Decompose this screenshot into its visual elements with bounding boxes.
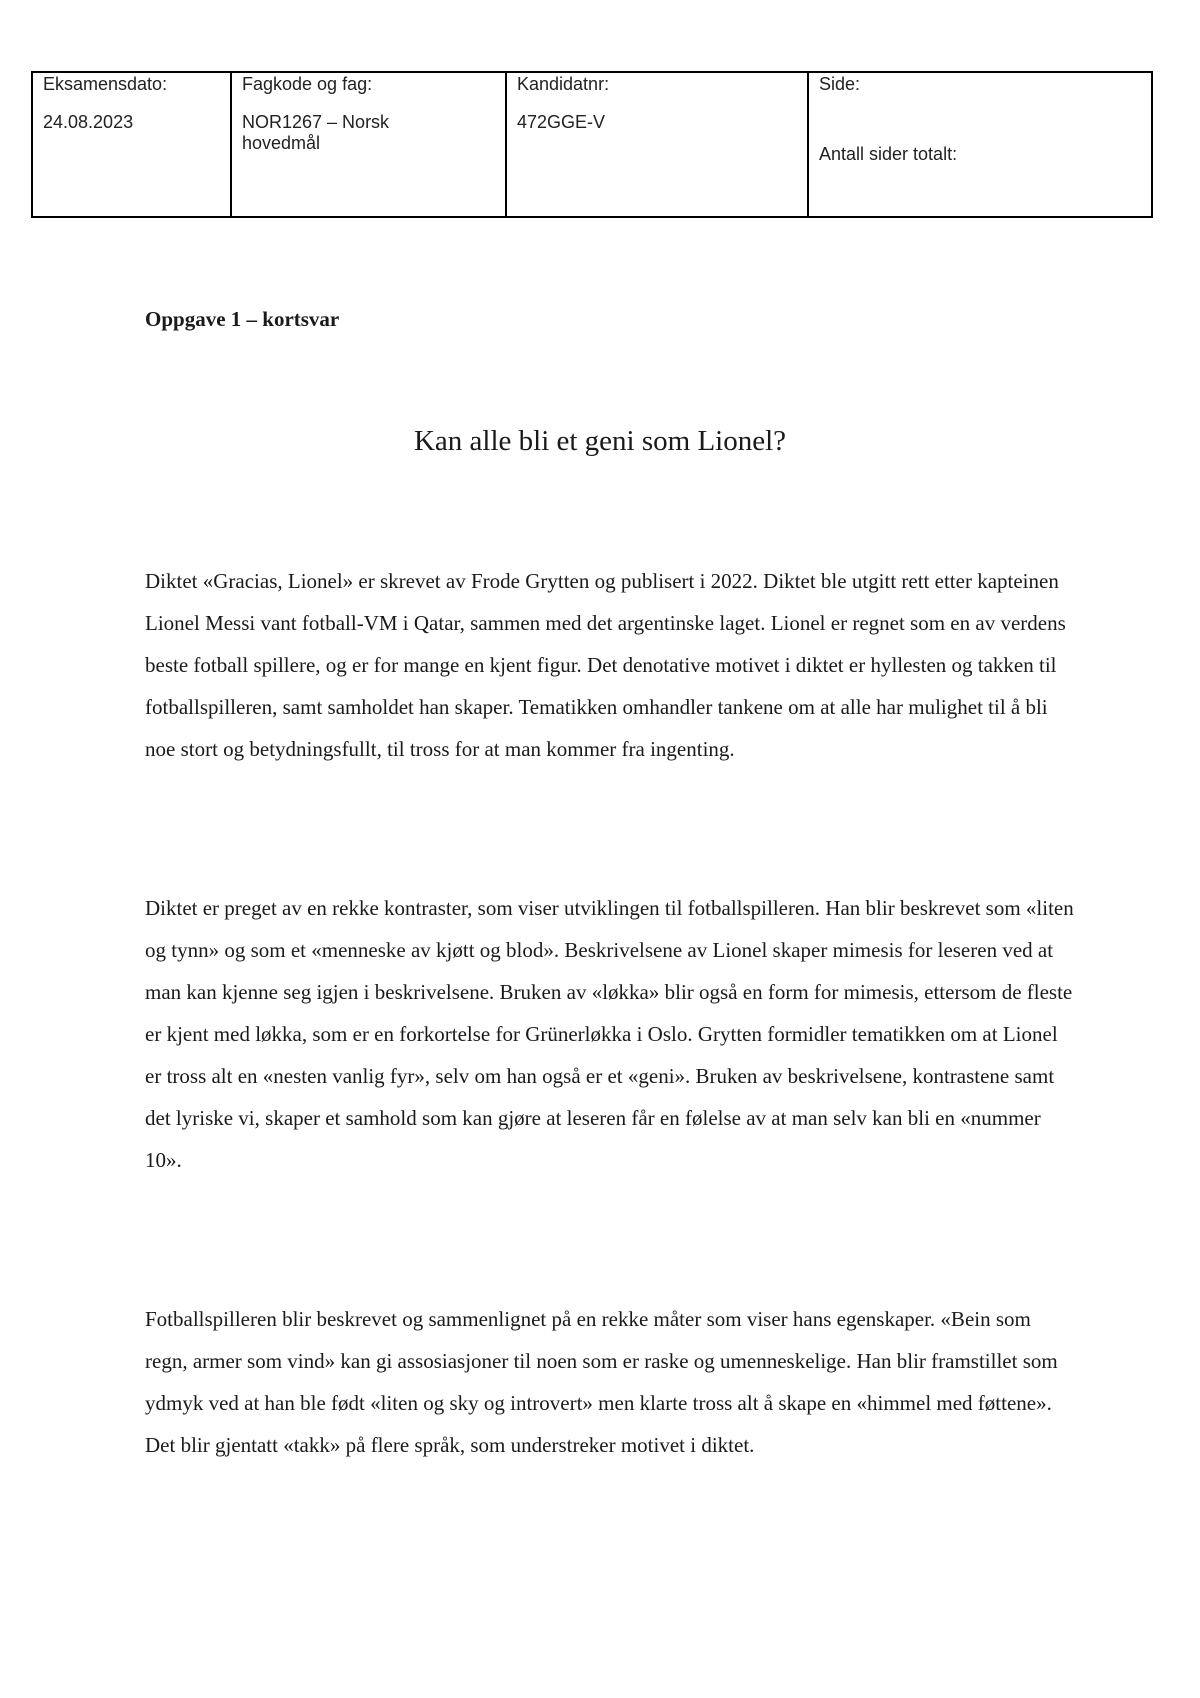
subject-label: Fagkode og fag: [242,74,373,94]
exam-header-table [31,71,1153,218]
exam-date-value: 24.08.2023 [43,112,134,132]
total-pages-label: Antall sider totalt: [819,144,958,164]
candidate-cell [506,72,808,217]
candidate-value: 472GGE-V [517,112,606,132]
subject-value: NOR1267 – Norsk hovedmål [242,112,390,153]
page-label: Side: [819,74,861,94]
candidate-label: Kandidatnr: [517,74,610,94]
subject-cell [231,72,506,217]
page-cell [808,72,1152,217]
document-title: Kan alle bli et geni som Lionel? [413,425,787,457]
paragraph-2: Diktet er preget av en rekke kontraster, som viser utviklingen til fotballspilleren. Han blir beskrevet som «liten og tynn» og som et «menneske av kjøtt og blod». Beskrivelsene av Lionel skaper mimesis for leseren ved at man kan kjenne seg igjen i beskrivelsene. Bruken av «løkka» blir også en form for mimesis, ettersom de fleste er kjent med løkka, som er en forkortelse for Grünerløkka i Oslo. Grytten formidler tematikken om at Lionel er tross alt en «nesten vanlig fyr», selv om han også er et «geni». Bruken av beskrivelsene, kontrastene samt det lyriske vi, skaper et samhold som kan gjøre at leseren får en følelse av at man selv kan bli en «nummer 10». [145,896,1074,1172]
exam-date-cell [32,72,231,217]
paragraph-3: Fotballspilleren blir beskrevet og sammenlignet på en rekke måter som viser hans egenskaper. «Bein som regn, armer som vind» kan gi assosiasjoner til noen som er raske og umenneskelige. Han blir framstillet som ydmyk ved at han ble født «liten og sky og introvert» men klarte tross alt å skape en «himmel med føttene». Det blir gjentatt «takk» på flere språk, som understreker motivet i diktet. [145,1307,1058,1457]
paragraph-1: Diktet «Gracias, Lionel» er skrevet av Frode Grytten og publisert i 2022. Diktet ble utgitt rett etter kapteinen Lionel Messi vant fotball-VM i Qatar, sammen med det argentinske laget. Lionel er regnet som en av verdens beste fotball spillere, og er for mange en kjent figur. Det denotative motivet i diktet er hyllesten og takken til fotballspilleren, samt samholdet han skaper. Tematikken omhandler tankene om at alle har mulighet til å bli noe stort og betydningsfullt, til tross for at man kommer fra ingenting. [145,569,1066,761]
task-heading: Oppgave 1 – kortsvar [145,307,340,331]
exam-date-label: Eksamensdato: [43,74,168,94]
